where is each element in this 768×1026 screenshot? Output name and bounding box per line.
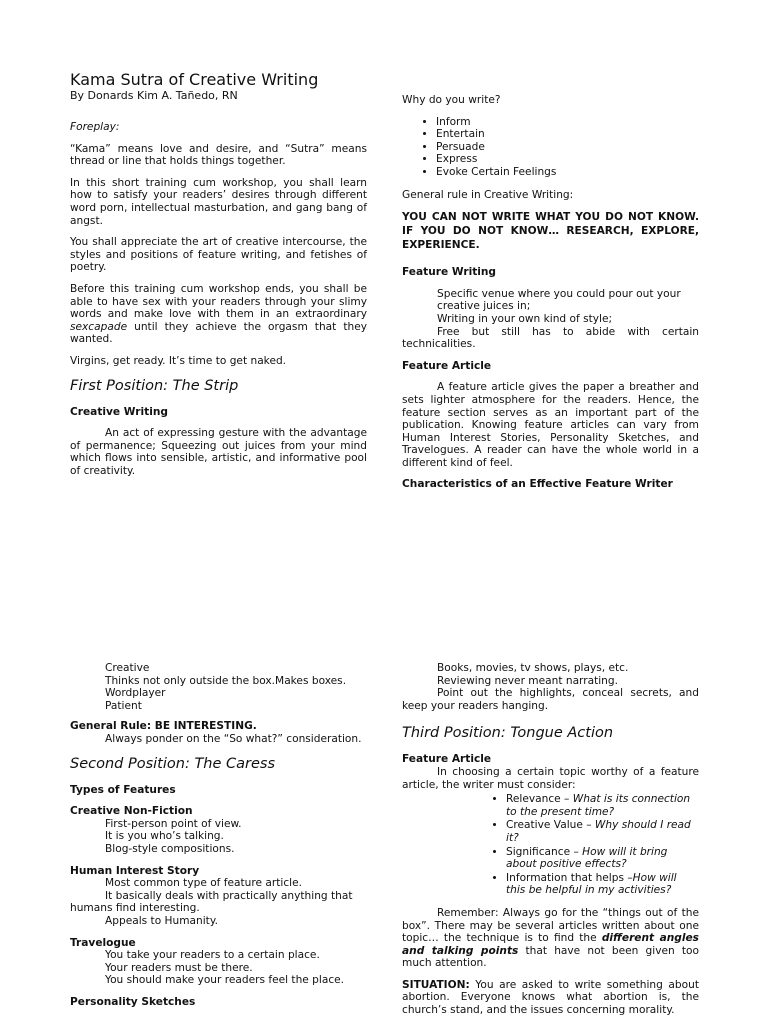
human-interest-line3-block [70,915,367,928]
criterion-question: How will it bring about positive effects? [506,845,668,871]
criterion-label: Significance – [506,845,583,858]
list-item [506,793,699,818]
workshop-paragraph: In this short training cum workshop, you shall learn how to satisfy your readers’ desires through different word porn, intellectual masturbation, and gang bang of angst. [70,176,367,227]
why-write-question: Why do you write? [402,94,501,106]
list-item: • Inform [436,116,699,129]
nonfiction-line: First-person point of view. [105,817,242,830]
creative-writing-definition: An act of expressing gesture with the advantage of permanence; Squeezing out juices from your mind which flows into sensible, artistic, and informative pool of creativity. [70,427,367,477]
list-item [506,872,699,897]
remember-text-end: that have not been given too much attention. [402,944,699,970]
list-item: • Entertain [436,128,699,141]
travelogue-heading: Travelogue [70,936,136,949]
list-item [506,819,699,844]
criterion-label: Relevance – [506,793,573,806]
criterion-question: Why should I read it? [506,819,691,844]
feature-writing-lines [402,288,699,326]
feature-article-heading: Feature Article [402,359,492,372]
feature-writing-heading: Feature Writing [402,266,497,279]
right-column-top [402,94,699,500]
document-title: Kama Sutra of Creative Writing [70,70,319,89]
creative-writing-heading: Creative Writing [70,405,168,418]
general-rule-label: General rule in Creative Writing: [402,188,574,201]
remember-text: Remember: Always go for the “things out of the box”. There may be several articles written about one topic… the technique is to find the [402,906,699,945]
human-interest-heading: Human Interest Story [70,864,200,877]
before-text: Before this training cum workshop ends, you shall be able to have sex with your readers through your slimy words and make love with them in an extraordinary [70,282,367,321]
situation-text: You are asked to write something about abortion. Everyone knows what abortion is, the church’s stand, and the issues concerning morality. [402,978,699,1017]
feature-article-choose-text: In choosing a certain topic worthy of a feature article, the writer must consider: [402,765,699,791]
nonfiction-line: Blog-style compositions. [105,842,235,855]
criterion-label: Information that helps – [506,871,633,884]
feature-article-paragraph: A feature article gives the paper a breather and sets lighter atmosphere for the readers. Hence, the feature section serves as an important part of the publication. Knowing feature articles can vary from Human Interest Stories, Personality Sketches, and Travelogues. A reader can have the whole world in a different kind of feel. [402,381,699,469]
travelogue-line: Your readers must be there. [105,961,253,974]
criterion-question: How will this be helpful in my activities? [506,871,677,897]
creative-nonfiction-heading: Creative Non-Fiction [70,805,193,818]
remember-paragraph [402,907,699,970]
right-column-bottom [402,662,699,1026]
general-rule-caps: YOU CAN NOT WRITE WHAT YOU DO NOT KNOW. IF YOU DO NOT KNOW… RESEARCH, EXPLORE, EXPERIENCE. [402,211,699,252]
reasons-list [402,116,699,179]
criterion-label: Creative Value – [506,819,595,832]
characteristics-heading: Characteristics of an Effective Feature Writer [402,478,673,491]
human-interest-line2: It basically deals with practically anything that humans find interesting. [70,889,353,915]
rule-text: Always ponder on the “So what?” consideration. [105,732,362,745]
feature-writing-line: Specific venue where you could pour out your creative juices in; [437,287,681,313]
second-position-heading: Second Position: The Caress [70,755,276,772]
first-position-heading: First Position: The Strip [70,377,239,394]
review-line: Reviewing never meant narrating. [437,674,618,687]
situation-paragraph [402,979,699,1017]
byline: By Donards Kim A. Tañedo, RN [70,89,238,102]
trait-item: Creative [105,662,150,674]
foreplay-label: Foreplay: [70,121,120,133]
kama-paragraph: “Kama” means love and desire, and “Sutra” means thread or line that holds things together. [70,142,367,168]
before-text-end: until they achieve the orgasm that they wanted. [70,320,367,346]
human-interest-line: Appeals to Humanity. [105,914,218,927]
travelogue-lines [70,949,367,987]
feature-writing-line: Writing in your own kind of style; [437,312,613,325]
review-lines [402,662,699,687]
trait-item: Wordplayer [105,687,166,700]
types-of-features-heading: Types of Features [70,783,176,796]
criterion-question: What is its connection to the present time? [506,793,691,818]
third-position-heading: Third Position: Tongue Action [402,725,614,742]
before-paragraph [70,283,367,346]
situation-label: SITUATION: [402,978,470,991]
human-interest-line: Most common type of feature article. [105,877,302,890]
remember-emphasis: different angles and talking points [402,932,699,957]
review-line-highlights: Point out the highlights, conceal secrets, and keep your readers hanging. [402,687,699,712]
list-item: • Persuade [436,141,699,154]
general-rule-heading: General Rule: BE INTERESTING. [70,720,257,733]
feature-article-heading-2: Feature Article [402,753,492,766]
left-column-top [70,70,367,486]
travelogue-line: You take your readers to a certain place. [105,949,320,962]
creative-nonfiction-lines [70,818,367,856]
list-item: • Evoke Certain Feelings [436,166,699,179]
left-column-bottom [70,662,367,1011]
trait-item: Patient [105,699,142,712]
human-interest-line1-block [70,877,367,890]
sexcapade-word: sexcapade [70,320,128,333]
traits-list [70,662,367,712]
rule-text-block [70,733,367,746]
travelogue-line: You should make your readers feel the place. [105,974,345,987]
nonfiction-line: It is you who’s talking. [105,830,224,843]
list-item: • Express [436,153,699,166]
list-item [506,846,699,871]
appreciate-paragraph: You shall appreciate the art of creative intercourse, the styles and positions of feature writing, and fetishes of poetry. [70,236,367,274]
review-line: Books, movies, tv shows, plays, etc. [437,662,629,674]
personality-sketches-heading: Personality Sketches [70,995,196,1008]
criteria-list [402,793,699,897]
trait-item: Thinks not only outside the box.Makes boxes. [105,674,347,687]
virgins-paragraph: Virgins, get ready. It’s time to get naked. [70,354,287,367]
feature-writing-last-line: Free but still has to abide with certain technicalities. [402,325,699,351]
